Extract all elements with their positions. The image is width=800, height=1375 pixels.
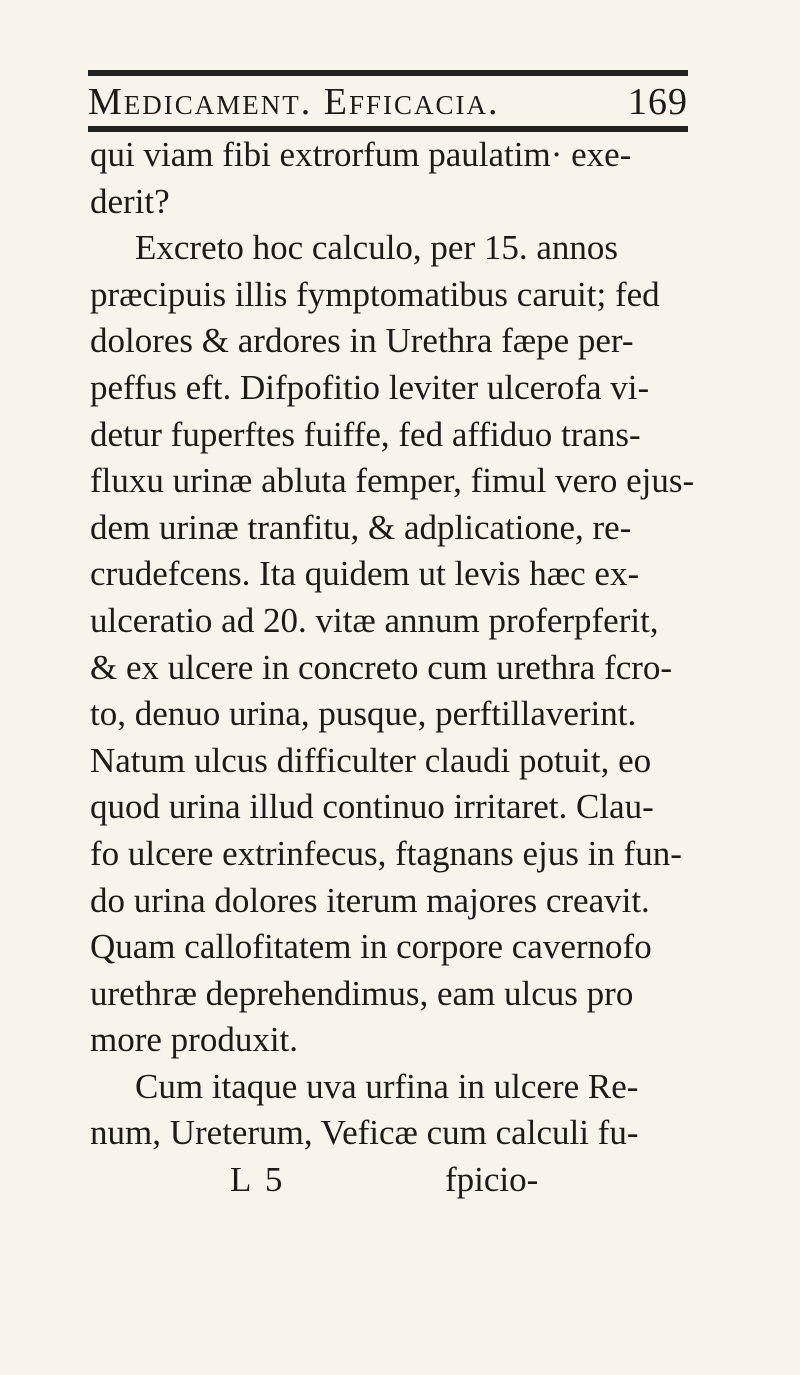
body-text xyxy=(90,132,700,1204)
text-line: Excreto hoc calculo, per 15. annos xyxy=(135,228,619,268)
text-line: Quam callofitatem in corpore cavernofo xyxy=(90,927,652,967)
text-line: urethræ deprehendimus, eam ulcus pro xyxy=(90,973,634,1013)
text-line: dolores & ardores in Urethra fæpe per- xyxy=(90,321,634,361)
text-line: quod urina illud continuo irritaret. Clau- xyxy=(90,787,654,827)
text-line: peffus eft. Difpofitio leviter ulcerofa vi- xyxy=(90,367,650,407)
catchword: fpicio- xyxy=(445,1160,539,1200)
text-line: num, Ureterum, Veficæ cum calculi fu- xyxy=(90,1113,639,1153)
text-line: fluxu urinæ abluta femper, fimul vero ejus- xyxy=(90,461,695,501)
text-line: more produxit. xyxy=(90,1020,299,1060)
text-line: do urina dolores iterum majores creavit. xyxy=(90,880,650,920)
text-line: præcipuis illis fymptomatibus caruit; fed xyxy=(90,274,660,314)
running-head xyxy=(88,74,688,130)
text-line: derit? xyxy=(90,181,170,221)
page-number: 169 xyxy=(628,81,688,123)
text-line: qui viam fibi extrorfum paulatim· exe- xyxy=(90,135,632,174)
footer-row xyxy=(90,1157,700,1204)
text-line: crudefcens. Ita quidem ut levis hæc ex- xyxy=(90,554,640,594)
text-line: to, denuo urina, pusque, perftillaverint. xyxy=(90,694,637,734)
text-line: detur fuperftes fuiffe, fed affiduo trans- xyxy=(90,414,641,454)
text-line: fo ulcere extrinfecus, ftagnans ejus in fun- xyxy=(90,833,682,873)
signature-mark: L 5 xyxy=(230,1160,286,1200)
text-line: ulceratio ad 20. vitæ annum proferpferit, xyxy=(90,600,659,640)
running-title: Medicament. Efficacia. xyxy=(88,81,500,123)
text-line: Cum itaque uva urfina in ulcere Re- xyxy=(135,1066,639,1106)
text-line: & ex ulcere in concreto cum urethra fcro- xyxy=(90,647,673,687)
text-line: dem urinæ tranfitu, & adplicatione, re- xyxy=(90,507,632,547)
text-line: Natum ulcus difficulter claudi potuit, eo xyxy=(90,740,652,780)
